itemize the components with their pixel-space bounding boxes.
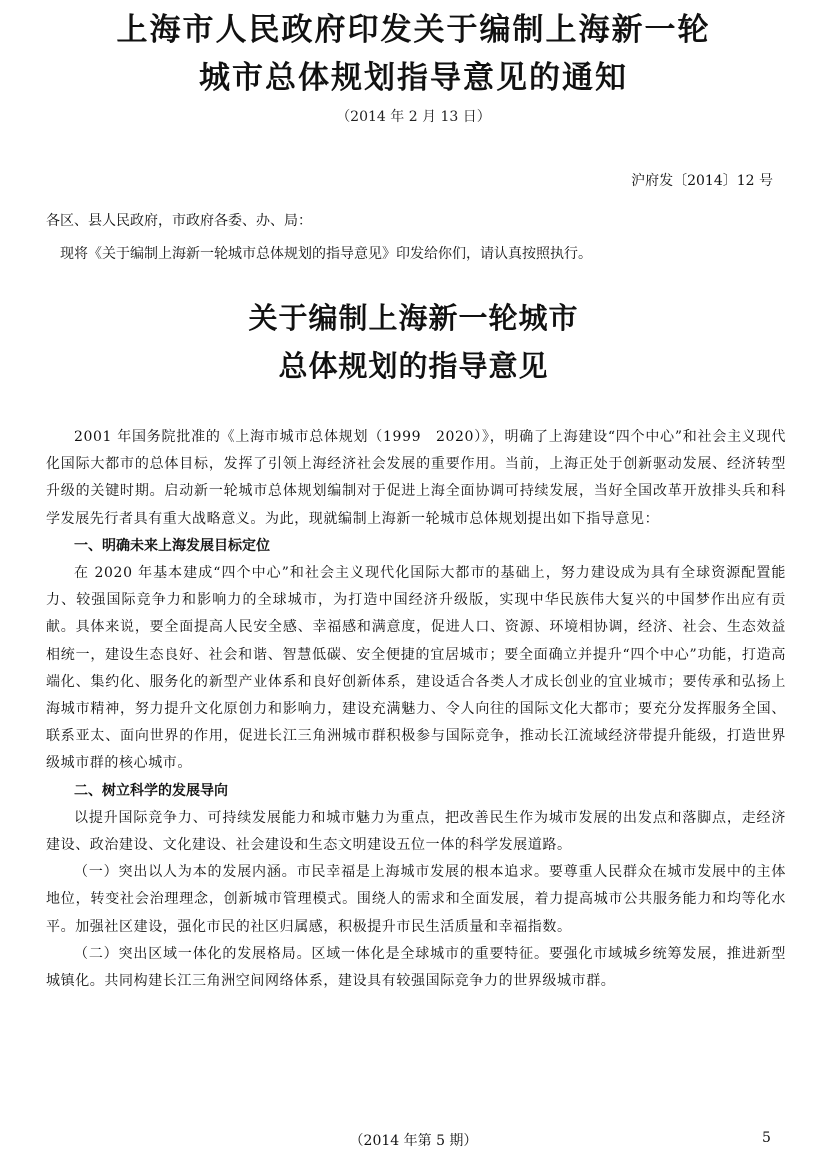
addressee-line: 各区、县人民政府，市政府各委、办、局： — [46, 213, 312, 229]
section-paragraph-2: 以提升国际竞争力、可持续发展能力和城市魅力为重点，把改善民生作为城市发展的出发点和落脚点，走经济建设、政治建设、文化建设、社会建设和生态文明建设五位一体的科学发展道路。 — [46, 809, 786, 854]
section-heading-1: 一、明确未来上海发展目标定位 — [74, 537, 270, 554]
intro-paragraph: 2001 年国务院批准的《上海市城市总体规划（1999 2020）》，明确了上海建设“四个中心”和社会主义现代化国际大都市的总体目标，发挥了引领上海经济社会发展的重要作用。当前，上海正处于创新驱动发展、经济转型升级的关键时期。启动新一轮城市总体规划编制对于促进上海全面协调可持续发展，当好全国改革开放排头兵和科学发展先行者具有重大战略意义。为此，现就编制上海新一轮城市总体规划提出如下指导意见： — [46, 429, 786, 527]
subsection-paragraph-2: （二）突出区域一体化的发展格局。区域一体化是全球城市的重要特征。要强化市域城乡统筹发展，推进新型城镇化。共同构建长江三角洲空间网络体系，建设具有较强国际竞争力的世界级城市群。 — [46, 945, 786, 990]
document-number: 沪府发〔2014〕12 号 — [631, 173, 773, 189]
opinion-title-line2: 总体规划的指导意见 — [278, 349, 549, 383]
notice-title-line2: 城市总体规划指导意见的通知 — [199, 60, 628, 96]
section-paragraph-1: 在 2020 年基本建成“四个中心”和社会主义现代化国际大都市的基础上，努力建设成为具有全球资源配置能力、较强国际竞争力和影响力的全球城市，为打造中国经济升级版，实现中华民族伟大复兴的中国梦作出应有贡献。具体来说，要全面提高人民安全感、幸福感和满意度，促进人口、资源、环境相协调，经济、社会、生态效益相统一，建设生态良好、社会和谐、智慧低碳、安全便捷的宜居城市；要全面确立并提升“四个中心”功能，打造高端化、集约化、服务化的新型产业体系和良好创新体系，建设适合各类人才成长创业的宜业城市；要传承和弘扬上海城市精神，努力提升文化原创力和影响力，建设充满魅力、令人向往的国际文化大都市；要充分发挥服务全国、联系亚太、面向世界的作用，促进长江三角洲城市群积极参与国际竞争，推动长江流域经济带提升能级，打造世界级城市群的核心城市。 — [46, 565, 786, 772]
opinion-title-line1: 关于编制上海新一轮城市 — [248, 301, 579, 335]
section-heading-2: 二、树立科学的发展导向 — [74, 782, 228, 799]
notice-title-line1: 上海市人民政府印发关于编制上海新一轮 — [116, 12, 711, 48]
issue-date: （2014 年 2 月 13 日） — [336, 109, 491, 125]
document-body — [46, 424, 786, 995]
footer-issue: （2014 年第 5 期） — [349, 1133, 478, 1149]
notice-text: 现将《关于编制上海新一轮城市总体规划的指导意见》印发给你们，请认真按照执行。 — [60, 246, 592, 262]
subsection-paragraph-1: （一）突出以人为本的发展内涵。市民幸福是上海城市发展的根本追求。要尊重人民群众在城市发展中的主体地位，转变社会治理理念，创新城市管理模式。围绕人的需求和全面发展，着力提高城市公共服务能力和均等化水平。加强社区建设，强化市民的社区归属感，积极提升市民生活质量和幸福指数。 — [46, 864, 786, 935]
page-number: 5 — [762, 1130, 771, 1146]
